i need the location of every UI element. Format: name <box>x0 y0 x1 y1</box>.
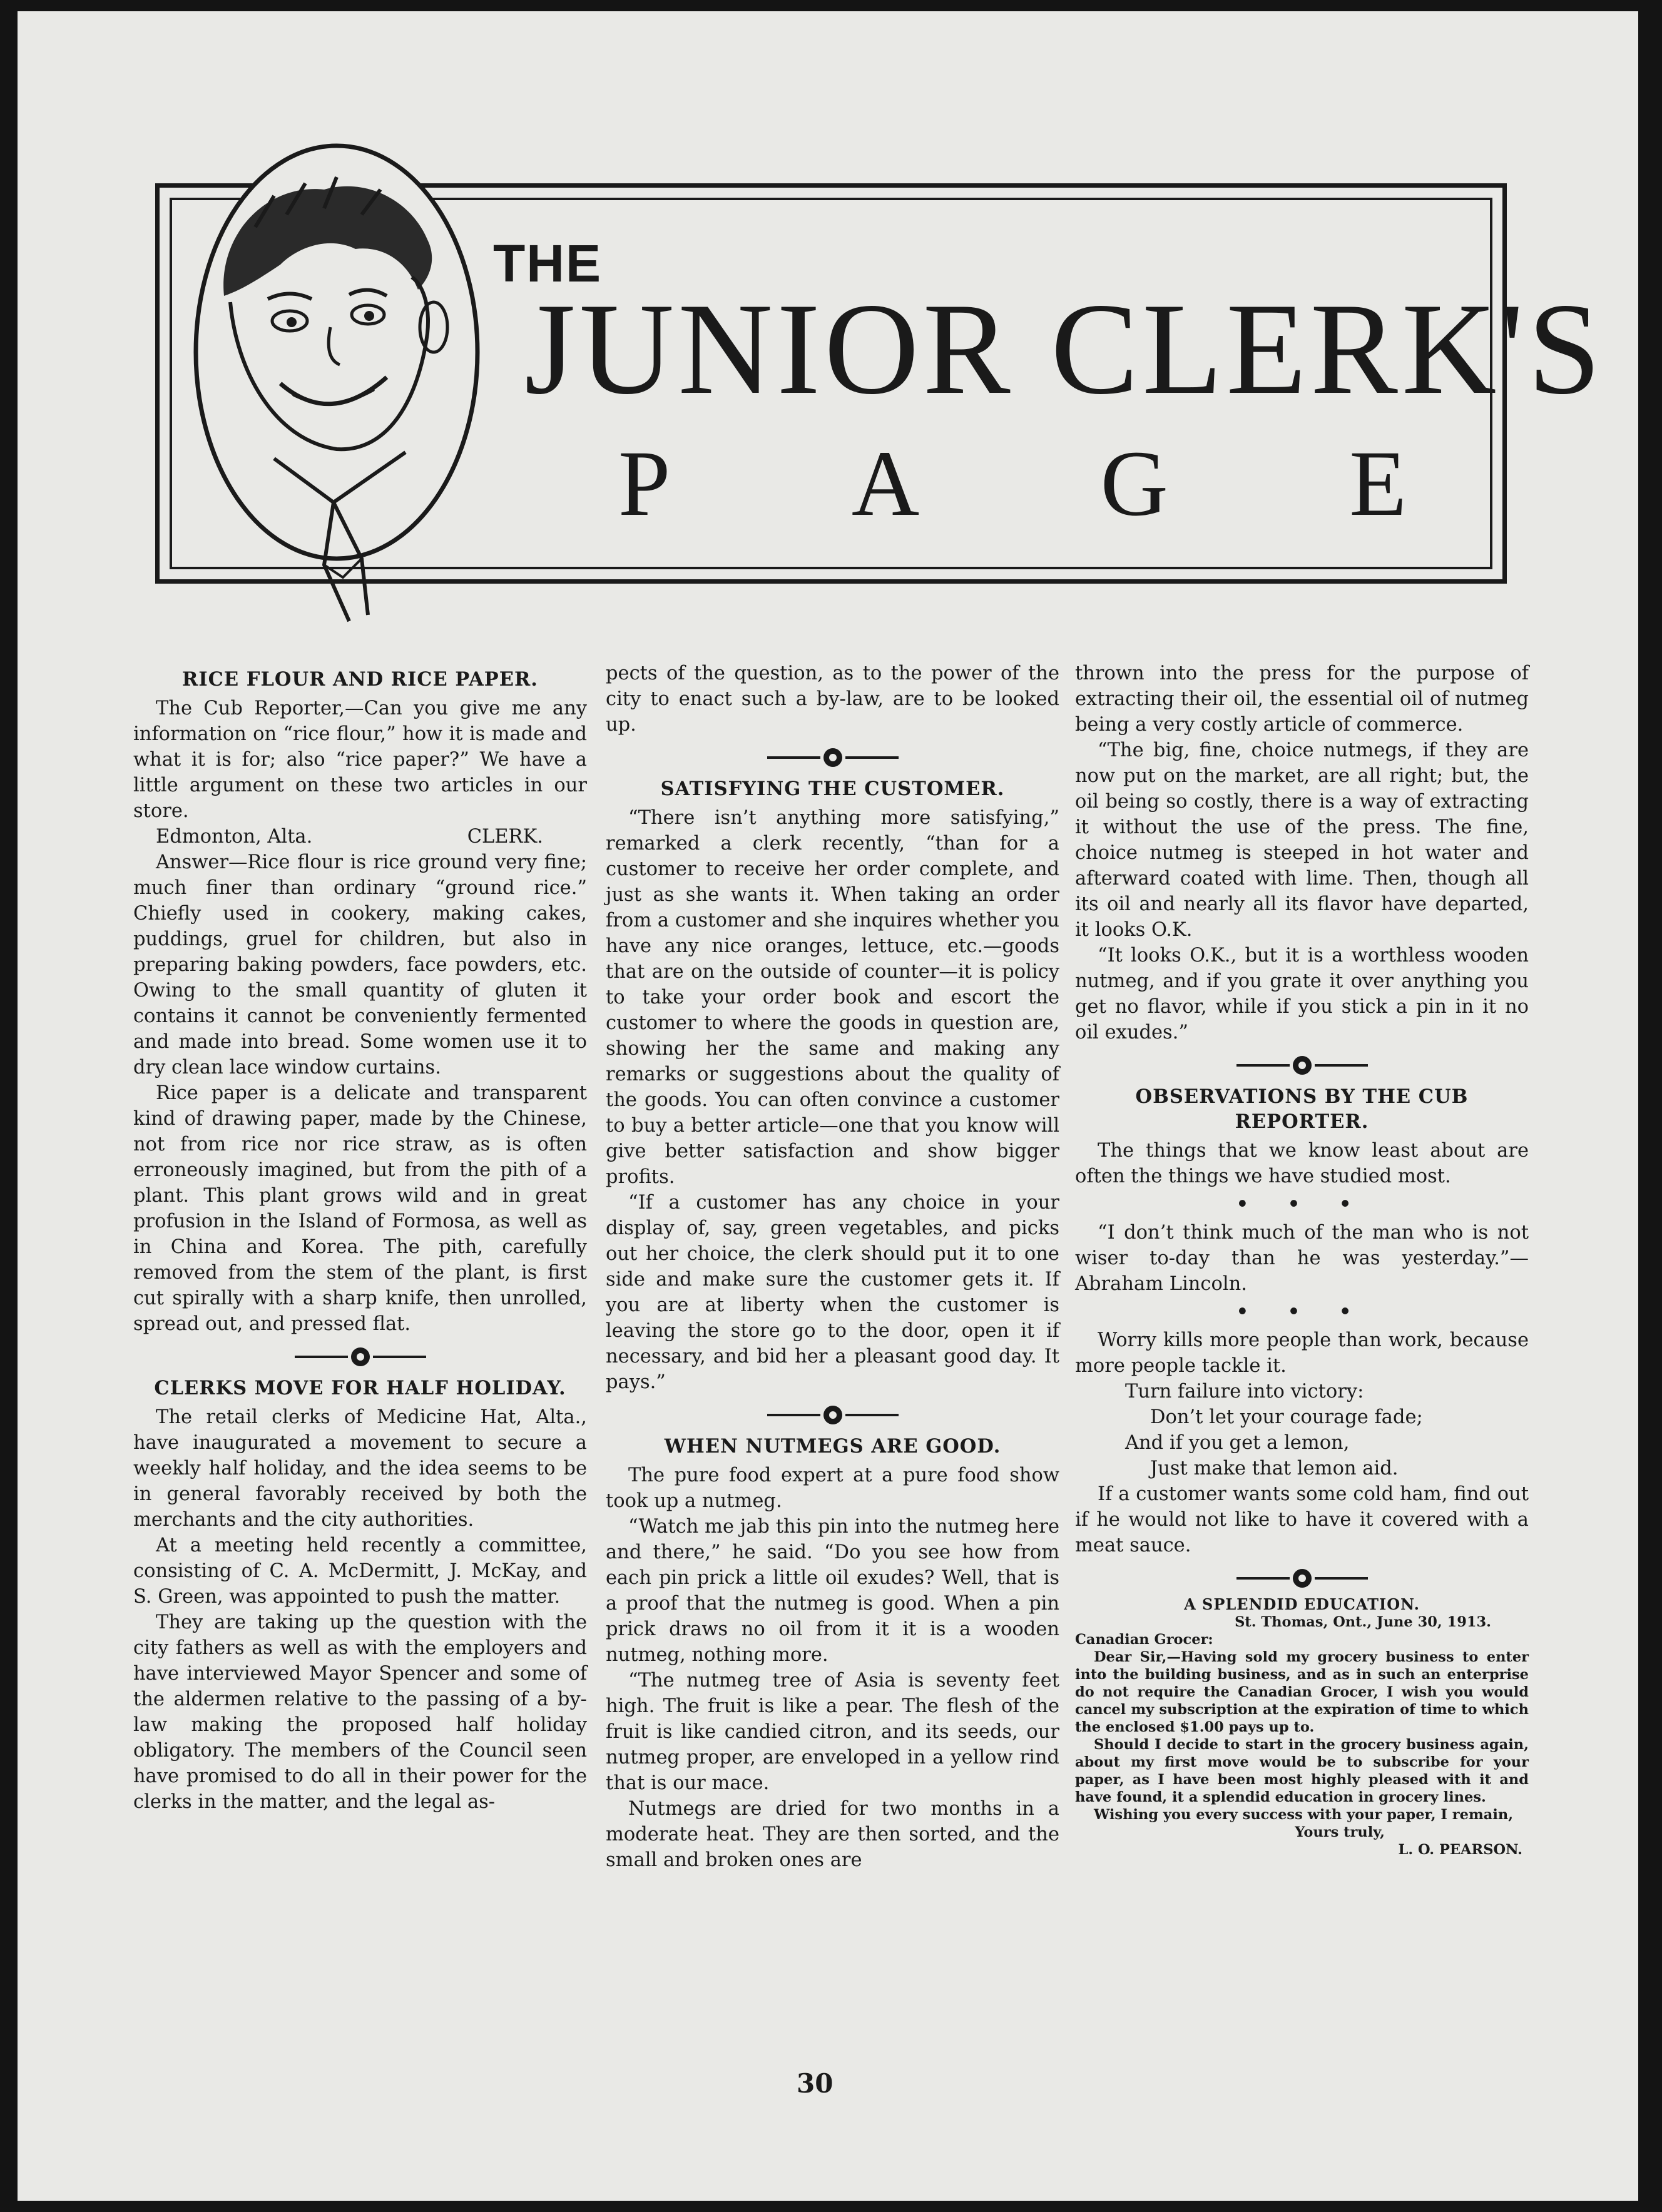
letter-signature: L. O. PEARSON. <box>1398 1842 1522 1858</box>
masthead-letter: A <box>851 432 920 535</box>
paragraph: “I don’t think much of the man who is not wiser to-day than he was yesterday.”—Abraham Lincoln. <box>1075 1222 1529 1295</box>
letter-signoff <box>133 824 587 850</box>
masthead-the: THE <box>493 234 602 293</box>
ornament-divider <box>288 1344 432 1369</box>
paragraph: The Cub Reporter,—Can you give me any information on “rice flour,” how it is made and what it is for; also “rice paper?” We have a little argument on these two articles in our store. <box>133 698 587 822</box>
letter-paragraph: Dear Sir,—Having sold my grocery business to enter into the building business, and as in such an enterprise do not require the Canadian Grocer, I wish you would cancel my subscription at the expiration of time to which the enclosed $1.00 pays up to. <box>1075 1649 1529 1735</box>
paragraph: At a meeting held recently a committee, consisting of C. A. McDermitt, J. McKay, and S. Green, was appointed to push the matter. <box>133 1535 587 1608</box>
paragraph: “The nutmeg tree of Asia is seventy feet high. The fruit is like a pear. The flesh of the fruit is like candied citron, and its seeds, our nutmeg proper, are enveloped in a yellow rind that is our mace. <box>606 1670 1059 1794</box>
letter-heading: A SPLENDID EDUCATION. <box>1184 1595 1420 1613</box>
subscriber-letter <box>1075 1596 1529 1859</box>
ornament-divider <box>1230 1053 1374 1078</box>
boy-portrait-illustration <box>180 89 506 652</box>
letter-closing: Yours truly, <box>1295 1824 1385 1840</box>
article-heading: SATISFYING THE CUSTOMER. <box>660 778 1005 800</box>
article-heading: OBSERVATIONS BY THE CUB REPORTER. <box>1135 1085 1469 1133</box>
paragraph: pects of the question, as to the power of the city to enact such a by-law, are to be looked up. <box>606 662 1059 736</box>
paragraph: “It looks O.K., but it is a worthless wooden nutmeg, and if you grate it over anything you get no flavor, while if you stick a pin in it no oil exudes.” <box>1075 945 1529 1043</box>
column-3 <box>1075 661 1529 1859</box>
magazine-page <box>18 11 1638 2201</box>
letter-salutation: Canadian Grocer: <box>1075 1631 1213 1648</box>
signer-name: CLERK. <box>467 826 543 848</box>
masthead-title: JUNIOR CLERK'S <box>524 276 1605 422</box>
paragraph: “The big, fine, choice nutmegs, if they are now put on the market, are all right; but, the oil being so costly, there is a way of extracting it without the use of the press. The fine, choice nutmeg is steeped in hot water and afterward coated with lime. Then, though all its oil and nearly all its flavor have departed, it looks O.K. <box>1075 739 1529 941</box>
paragraph: Rice paper is a delicate and transparent kind of drawing paper, made by the Chinese, not from rice nor rice straw, as is often erroneously imagined, but from the pith of a plant. This plant grows wild and in great profusion in the Island of Formosa, as well as in China and Korea. The pith, carefully removed from the stem of the plant, is first cut spirally with a sharp knife, then unrolled, spread out, and pressed flat. <box>133 1082 587 1335</box>
paragraph: Nutmegs are dried for two months in a moderate heat. They are then sorted, and the small and broken ones are <box>606 1798 1059 1871</box>
paragraph: Answer—Rice flour is rice ground very fine; much finer than ordinary “ground rice.” Chiefly used in cookery, making cakes, puddings, gruel for children, but also in preparing baking powders, face powders, etc. Owing to the small quantity of gluten it contains it cannot be conveniently fermented and made into bread. Some women use it to dry clean lace window curtains. <box>133 851 587 1078</box>
paragraph: “There isn’t anything more satisfying,” remarked a clerk recently, “than for a customer to receive her order complete, and just as she wants it. When taking an order from a customer and she inquires whether you have any nice oranges, lettuce, etc.—goods that are on the outside of counter—it is policy to take your order book and escort the customer to where the goods in question are, showing her the same and making any remarks or suggestions about the quality of the goods. You can often convince a customer to buy a better article—one that you know will give better satisfaction and show bigger profits. <box>606 807 1059 1188</box>
letter-paragraph: Wishing you every success with your paper, I remain, <box>1094 1807 1514 1823</box>
masthead-letter: E <box>1349 432 1407 535</box>
poem-line: Don’t let your courage fade; <box>1150 1406 1423 1428</box>
paragraph: They are taking up the question with the city fathers as well as with the employers and have interviewed Mayor Spencer and some of the aldermen relative to the passing of a by-law making the proposed half holiday obligatory. The members of the Council seen have promised to do all in their power for the clerks in the matter, and the legal as- <box>133 1611 587 1813</box>
letter-dateline: St. Thomas, Ont., June 30, 1913. <box>1235 1614 1491 1630</box>
article-heading: WHEN NUTMEGS ARE GOOD. <box>664 1435 1001 1458</box>
paragraph: “Watch me jab this pin into the nutmeg here and there,” he said. “Do you see how from each pin prick a little oil exudes? Well, that is a proof that the nutmeg is good. When a pin prick draws no oil from it it is a wooden nutmeg, nothing more. <box>606 1516 1059 1666</box>
section-stars: • • • <box>1236 1193 1368 1215</box>
masthead-letter: P <box>618 432 671 535</box>
article-heading: RICE FLOUR AND RICE PAPER. <box>182 668 538 691</box>
poem-line: Just make that lemon aid. <box>1150 1458 1399 1479</box>
poem-line: Turn failure into victory: <box>1125 1381 1364 1403</box>
masthead-letter: G <box>1100 432 1168 535</box>
place-name: Edmonton, Alta. <box>156 826 313 848</box>
column-2 <box>606 661 1059 1873</box>
column-1 <box>133 661 587 1815</box>
ornament-divider <box>761 1403 905 1428</box>
paragraph: The retail clerks of Medicine Hat, Alta., have inaugurated a movement to secure a weekly half holiday, and the idea seems to be in general favorably received by both the merchants and the city authorities. <box>133 1406 587 1531</box>
ornament-divider <box>761 745 905 770</box>
paragraph: The things that we know least about are often the things we have studied most. <box>1075 1140 1529 1187</box>
paragraph: The pure food expert at a pure food show took up a nutmeg. <box>606 1464 1059 1512</box>
poem-line: And if you get a lemon, <box>1125 1432 1350 1454</box>
paragraph: “If a customer has any choice in your display of, say, green vegetables, and picks out her choice, the clerk should put it to one side and make sure the customer gets it. If you are at liberty when the customer is leaving the store go to the door, open it if necessary, and bid her a pleasant good day. It pays.” <box>606 1192 1059 1393</box>
ornament-divider <box>1230 1566 1374 1591</box>
article-heading: CLERKS MOVE FOR HALF HOLIDAY. <box>154 1377 566 1399</box>
letter-paragraph: Should I decide to start in the grocery business again, about my first move would be to subscribe for your paper, as I have been most highly pleased with it and have found, it a splendid education in grocery lines. <box>1075 1737 1529 1805</box>
masthead-subtitle <box>618 432 1407 535</box>
paragraph: Worry kills more people than work, because more people tackle it. <box>1075 1329 1529 1377</box>
section-stars: • • • <box>1236 1301 1368 1323</box>
page-number: 30 <box>797 2068 834 2099</box>
poem <box>1075 1379 1529 1481</box>
paragraph: thrown into the press for the purpose of extracting their oil, the essential oil of nutmeg being a very costly article of commerce. <box>1075 662 1529 736</box>
paragraph: If a customer wants some cold ham, find out if he would not like to have it covered with a meat sauce. <box>1075 1483 1529 1556</box>
